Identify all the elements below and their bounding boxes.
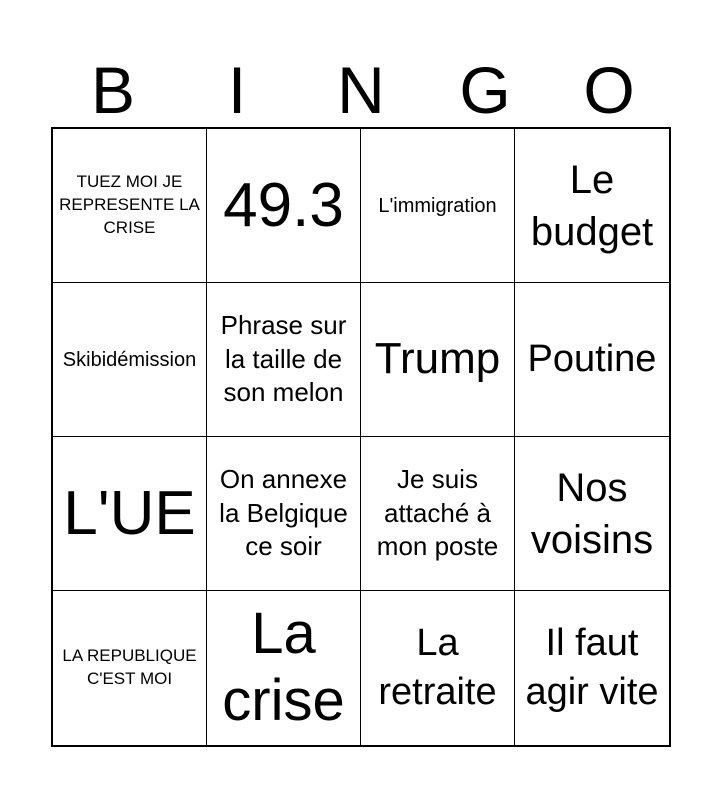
- bingo-cell-r1c1[interactable]: TUEZ MOI JE REPRESENTE LA CRISE: [53, 129, 207, 283]
- bingo-cell-r3c3[interactable]: Je suis attaché à mon poste: [361, 437, 515, 591]
- bingo-cell-r3c1[interactable]: L'UE: [53, 437, 207, 591]
- bingo-cell-r3c2[interactable]: On annexe la Belgique ce soir: [207, 437, 361, 591]
- bingo-cell-r4c1[interactable]: LA REPUBLIQUE C'EST MOI: [53, 591, 207, 745]
- bingo-cell-r1c3[interactable]: L'immigration: [361, 129, 515, 283]
- header-letter-i: I: [227, 53, 247, 127]
- bingo-cell-r4c4[interactable]: Il faut agir vite: [525, 621, 659, 713]
- bingo-cell-r1c4[interactable]: Le budget: [515, 129, 669, 283]
- bingo-cell-r2c4[interactable]: Poutine: [515, 283, 669, 437]
- header-letter-o: O: [583, 53, 635, 127]
- header-letter-b: B: [90, 53, 136, 127]
- bingo-cell-r4c3[interactable]: La retraite: [361, 591, 515, 745]
- bingo-cell-r2c3[interactable]: Trump: [361, 283, 515, 437]
- bingo-cell-r3c4[interactable]: Nos voisins: [515, 437, 669, 591]
- header-letter-g: G: [459, 53, 511, 127]
- bingo-cell-r2c1[interactable]: Skibidémission: [53, 283, 207, 437]
- bingo-board: [51, 127, 671, 747]
- bingo-cell-r1c2[interactable]: 49.3: [207, 129, 361, 283]
- bingo-cell-r2c2[interactable]: Phrase sur la taille de son melon: [207, 283, 361, 437]
- bingo-header: [51, 52, 671, 128]
- bingo-cell-r4c2[interactable]: La crise: [207, 591, 361, 745]
- header-letter-n: N: [337, 53, 385, 127]
